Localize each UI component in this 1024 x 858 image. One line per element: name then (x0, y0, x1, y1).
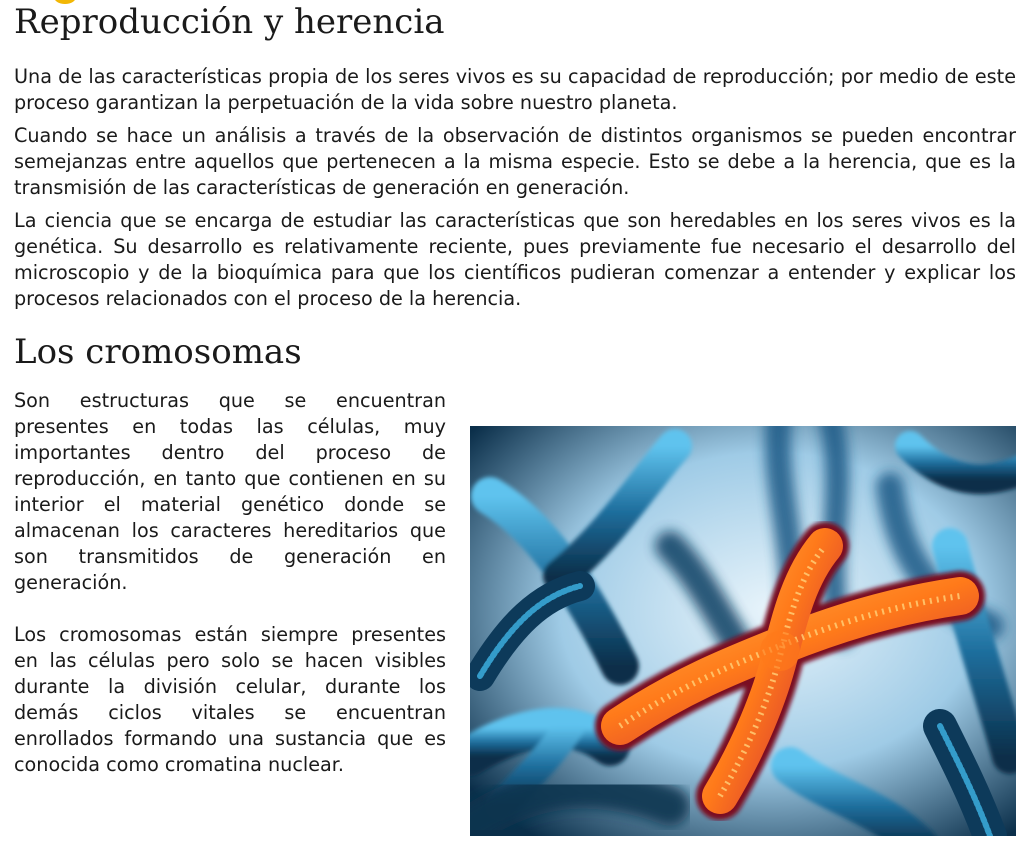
intro-paragraph: Cuando se hace un análisis a través de la observación de distintos organismos se pueden encontrar semejanzas entre aquellos que pertenecen a la misma especie. Esto se debe a la herencia, que es la transmisión de las características de generación en generación. (14, 124, 1016, 199)
section-text-column (14, 388, 446, 804)
section-paragraph: Son estructuras que se encuentran presentes en todas las células, muy importantes dentro del proceso de reproducción, en tanto que contienen en su interior el material genético donde se almacenan los caracteres hereditarios que son transmitidos de generación en generación. (14, 389, 446, 594)
intro-paragraph: La ciencia que se encarga de estudiar las características que son heredables en los seres vivos es la genética. Su desarrollo es relativamente reciente, pues previamente fue necesario el desarrollo del microscopio y de la bioquímica para que los científicos pudieran comenzar a entender y explicar los procesos relacionados con el proceso de la herencia. (14, 209, 1016, 310)
section-paragraph: Los cromosomas están siempre presentes en las células pero solo se hacen visibles durante la división celular, durante los demás ciclos vitales se encuentran enrollados formando una sustancia que es conocida como cromatina nuclear. (14, 623, 446, 776)
chromosome-illustration-svg (470, 426, 1016, 836)
page-title: Reproducción y herencia (14, 2, 445, 42)
document-page (14, 0, 1016, 836)
intro-paragraph: Una de las características propia de los seres vivos es su capacidad de reproducción; por medio de este proceso garantizan la perpetuación de la vida sobre nuestro planeta. (14, 65, 1016, 114)
intro-section (14, 64, 1016, 312)
section-heading: Los cromosomas (14, 332, 302, 372)
chromosome-illustration (470, 426, 1016, 836)
chromosomes-section (14, 388, 1016, 836)
